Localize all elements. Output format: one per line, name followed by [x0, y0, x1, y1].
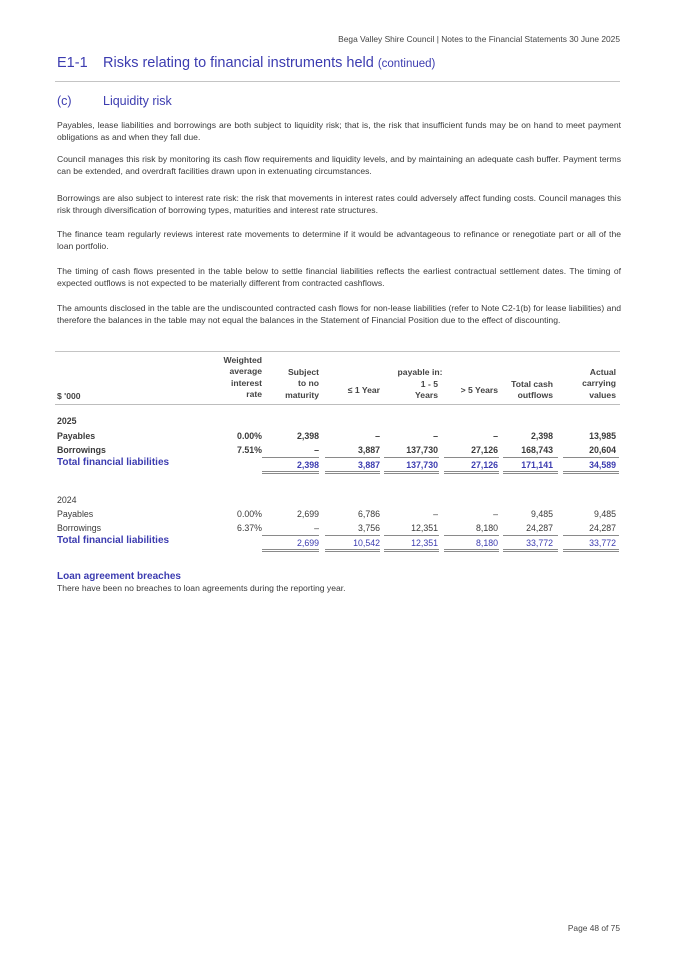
paragraph-interest-rate-risk: Borrowings are also subject to interest rate risk: the risk that movements in interest rates could adversely affect funding costs. Council manages this risk through diversification of borrowing types, maturities and interest rate structures. — [57, 193, 621, 215]
header-weighted-average-rate: Weighted average interest rate — [223, 355, 262, 400]
cell-le-1-year: 3,756 — [357, 523, 380, 533]
underline — [444, 457, 499, 458]
underline — [384, 535, 439, 536]
header-gt-5-years: > 5 Years — [460, 385, 498, 395]
cell-no-maturity: – — [314, 523, 319, 533]
header-le-1-year: ≤ 1 Year — [347, 385, 380, 395]
double-underline — [384, 471, 439, 474]
year-label-2025: 2025 — [57, 416, 77, 426]
paragraph-finance-team: The finance team regularly reviews interest rate movements to determine if it would be advantageous to refinance or renegotiate part or all of the loan portfolio. — [57, 229, 621, 251]
row-label-payables: Payables — [57, 431, 96, 441]
continued-label: (continued) — [377, 58, 436, 70]
cell-1-5-years: 12,351 — [411, 523, 438, 533]
section-title-text: Risks relating to financial instruments held — [103, 55, 374, 71]
cell-carrying-value: 13,985 — [589, 431, 616, 441]
cell-rate: 0.00% — [237, 509, 262, 519]
cell-carrying-value: 9,485 — [593, 509, 616, 519]
subsection-title — [57, 94, 172, 108]
header-payable-in: payable in: — [397, 367, 443, 377]
cell-1-5-years: – — [433, 509, 438, 519]
cell-no-maturity: 2,398 — [296, 460, 319, 470]
underline — [503, 535, 558, 536]
section-title — [57, 55, 435, 71]
cell-total-outflows: 2,398 — [530, 431, 553, 441]
cell-rate: 0.00% — [237, 431, 262, 441]
cell-gt-5-years: – — [493, 431, 498, 441]
underline — [563, 457, 619, 458]
underline — [325, 535, 380, 536]
cell-1-5-years: 137,730 — [406, 445, 438, 455]
subsection-number: (c) — [57, 94, 72, 108]
cell-gt-5-years: 27,126 — [471, 460, 498, 470]
cell-gt-5-years: 27,126 — [471, 445, 498, 455]
unit-header: $ '000 — [57, 391, 81, 401]
header-1-5-years: 1 - 5 Years — [415, 379, 438, 401]
double-underline — [325, 471, 380, 474]
cell-total-outflows: 9,485 — [530, 509, 553, 519]
cell-no-maturity: 2,398 — [296, 431, 319, 441]
underline — [384, 457, 439, 458]
row-label-payables: Payables — [57, 509, 94, 519]
cell-le-1-year: – — [375, 431, 380, 441]
table-header-rule — [55, 404, 620, 405]
cell-le-1-year: 3,887 — [357, 445, 380, 455]
double-underline — [384, 549, 439, 552]
underline — [262, 535, 319, 536]
cell-total-outflows: 171,141 — [521, 460, 553, 470]
double-underline — [563, 471, 619, 474]
subsection-title-text: Liquidity risk — [103, 94, 172, 108]
cell-le-1-year: 3,887 — [357, 460, 380, 470]
cell-gt-5-years: 8,180 — [475, 538, 498, 548]
cell-1-5-years: 137,730 — [406, 460, 438, 470]
cell-rate: 7.51% — [237, 445, 262, 455]
cell-total-outflows: 24,287 — [526, 523, 553, 533]
running-header: Bega Valley Shire Council | Notes to the Financial Statements 30 June 2025 — [338, 34, 620, 44]
double-underline — [563, 549, 619, 552]
paragraph-risk-management: Council manages this risk by monitoring its cash flow requirements and liquidity levels, and by maintaining an adequate cash buffer. Payment terms can be extended, and overdraft facilities drawn upon in extenuating circumstances. — [57, 154, 621, 176]
cell-1-5-years: – — [433, 431, 438, 441]
cell-no-maturity: 2,699 — [296, 538, 319, 548]
header-total-cash-outflows: Total cash outflows — [511, 379, 553, 401]
breaches-heading: Loan agreement breaches — [57, 571, 181, 582]
cell-total-outflows: 168,743 — [521, 445, 553, 455]
double-underline — [444, 549, 499, 552]
paragraph-undiscounted-amounts: The amounts disclosed in the table are the undiscounted contracted cash flows for non-lease liabilities (refer to Note C2-1(b) for lease liabilities) and therefore the balances in the table may not equal the balances in the Statement of Financial Position due to the effect of discounting. — [57, 303, 621, 325]
section-number: E1-1 — [57, 55, 88, 71]
paragraph-liquidity-risk: Payables, lease liabilities and borrowings are both subject to liquidity risk; that is, the risk that insufficient funds may be on hand to meet payment obligations as and when they fall due. — [57, 120, 621, 142]
cell-gt-5-years: 8,180 — [475, 523, 498, 533]
cell-no-maturity: – — [314, 445, 319, 455]
cell-gt-5-years: – — [493, 509, 498, 519]
header-no-maturity: Subject to no maturity — [285, 367, 319, 400]
breaches-text: There have been no breaches to loan agreements during the reporting year. — [57, 583, 346, 593]
underline — [503, 457, 558, 458]
cell-1-5-years: 12,351 — [411, 538, 438, 548]
cell-carrying-value: 34,589 — [589, 460, 616, 470]
cell-rate: 6.37% — [237, 523, 262, 533]
underline — [444, 535, 499, 536]
row-label-total: Total financial liabilities — [57, 457, 170, 468]
cell-carrying-value: 33,772 — [589, 538, 616, 548]
cell-carrying-value: 24,287 — [589, 523, 616, 533]
page-number: Page 48 of 75 — [567, 923, 620, 933]
underline — [262, 457, 319, 458]
title-divider — [55, 81, 620, 82]
double-underline — [503, 471, 558, 474]
row-label-borrowings: Borrowings — [57, 523, 102, 533]
row-label-total: Total financial liabilities — [57, 535, 170, 546]
table-top-rule — [55, 351, 620, 352]
paragraph-cash-flow-timing: The timing of cash flows presented in the table below to settle financial liabilities reflects the earliest contractual settlement dates. The timing of expected outflows is not expected to be materially different from contracted cashflows. — [57, 266, 621, 288]
underline — [563, 535, 619, 536]
cell-no-maturity: 2,699 — [296, 509, 319, 519]
cell-total-outflows: 33,772 — [526, 538, 553, 548]
row-label-borrowings: Borrowings — [57, 445, 106, 455]
double-underline — [325, 549, 380, 552]
double-underline — [444, 471, 499, 474]
double-underline — [262, 471, 319, 474]
underline — [325, 457, 380, 458]
double-underline — [262, 549, 319, 552]
cell-carrying-value: 20,604 — [589, 445, 616, 455]
header-actual-carrying-values: Actual carrying values — [582, 367, 616, 400]
year-label-2024: 2024 — [57, 495, 77, 505]
double-underline — [503, 549, 558, 552]
cell-le-1-year: 6,786 — [357, 509, 380, 519]
cell-le-1-year: 10,542 — [353, 538, 380, 548]
